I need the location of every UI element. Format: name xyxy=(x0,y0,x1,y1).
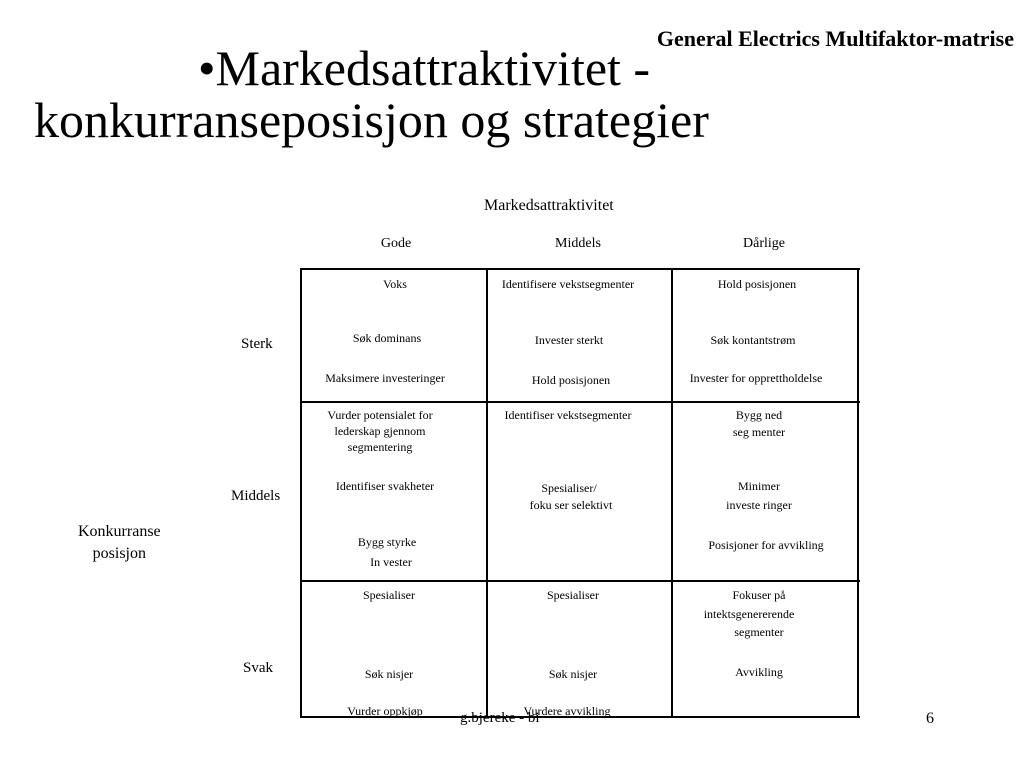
row-header-svak: Svak xyxy=(243,660,273,676)
cell-svak-darlige-1: Fokuser på xyxy=(732,588,786,602)
cell-middels-gode-3: Bygg styrke xyxy=(357,535,417,549)
cell-svak-middels-1: Spesialiser xyxy=(547,588,599,602)
cell-svak-darlige-3: segmenter xyxy=(734,625,784,639)
market-attractiveness-axis-label: Markedsattraktivitet xyxy=(484,197,614,214)
cell-svak-middels-2: Søk nisjer xyxy=(548,667,598,681)
ge-matrix-grid xyxy=(300,268,860,718)
cell-sterk-middels-1: Identifisere vekstsegmenter xyxy=(501,277,635,291)
cell-sterk-gode-2: Søk dominans xyxy=(352,331,422,345)
cell-svak-gode-3: Vurder oppkjøp xyxy=(347,704,423,718)
grid-line-right xyxy=(857,268,859,718)
cell-svak-middels-3: Vurdere avvikling xyxy=(523,704,611,718)
cell-middels-gode-1: Vurder potensialet for lederskap gjennom segmentering xyxy=(327,408,433,454)
cell-middels-darlige-2: seg menter xyxy=(732,425,786,439)
grid-line-row1 xyxy=(300,401,860,403)
cell-sterk-middels-2: Invester sterkt xyxy=(534,333,604,347)
slide-title-line1: •Markedsattraktivitet - xyxy=(198,40,651,96)
cell-svak-darlige-2: intektsgenererende xyxy=(703,607,795,621)
competitive-position-axis-label xyxy=(78,521,161,565)
column-header-darlige: Dårlige xyxy=(743,236,785,251)
row-header-sterk: Sterk xyxy=(241,336,273,352)
cell-middels-middels-3: foku ser selektivt xyxy=(529,498,613,512)
cell-middels-darlige-1: Bygg ned xyxy=(735,408,783,422)
slide-title-line2: konkurranseposisjon og strategier xyxy=(34,92,709,148)
cell-svak-darlige-4: Avvikling xyxy=(735,665,783,679)
cell-middels-darlige-4: investe ringer xyxy=(726,498,792,512)
grid-line-row2 xyxy=(300,580,860,582)
side-label-line2: posisjon xyxy=(92,545,146,562)
page-number: 6 xyxy=(926,710,934,727)
cell-svak-gode-1: Spesialiser xyxy=(363,588,415,602)
cell-svak-gode-2: Søk nisjer xyxy=(364,667,414,681)
side-label-line1: Konkurranse xyxy=(78,523,161,540)
grid-line-top xyxy=(300,268,860,270)
cell-middels-middels-2: Spesialiser/ xyxy=(541,481,597,495)
cell-middels-gode-4: In vester xyxy=(370,555,412,569)
cell-middels-gode-2: Identifiser svakheter xyxy=(335,479,435,493)
cell-middels-darlige-5: Posisjoner for avvikling xyxy=(708,538,824,552)
cell-sterk-darlige-1: Hold posisjonen xyxy=(717,277,797,291)
cell-sterk-darlige-2: Søk kontantstrøm xyxy=(710,333,796,347)
row-header-middels: Middels xyxy=(231,488,281,504)
cell-sterk-darlige-3: Invester for opprettholdelse xyxy=(689,371,823,385)
corner-title: General Electrics Multifaktor-matrise xyxy=(656,26,1014,51)
column-header-middels: Middels xyxy=(555,236,601,251)
slide-title xyxy=(34,42,934,146)
footer-author: g.bjereke - bi xyxy=(460,710,540,726)
cell-sterk-middels-3: Hold posisjonen xyxy=(531,373,611,387)
cell-middels-middels-1: Identifiser vekstsegmenter xyxy=(504,408,632,422)
cell-sterk-gode-1: Voks xyxy=(383,277,407,291)
cell-sterk-gode-3: Maksimere investeringer xyxy=(325,371,445,385)
column-header-gode: Gode xyxy=(380,236,412,251)
cell-middels-darlige-3: Minimer xyxy=(738,479,780,493)
